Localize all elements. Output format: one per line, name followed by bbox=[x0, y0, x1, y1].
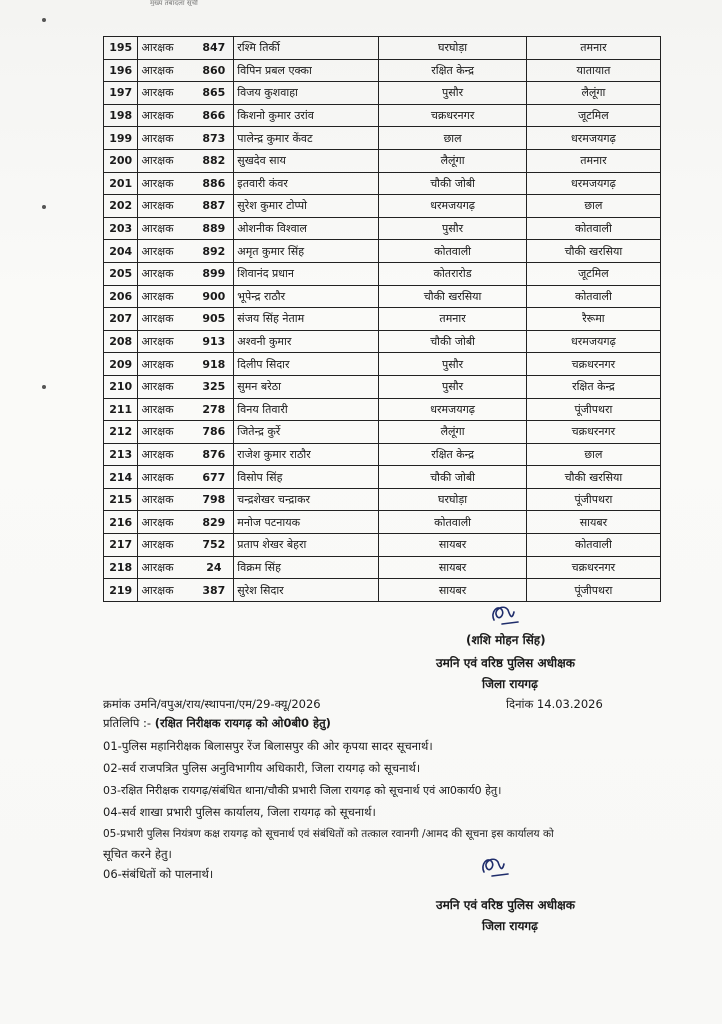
table-row bbox=[104, 421, 661, 444]
copy-to-label: प्रतिलिपि :- bbox=[103, 716, 152, 730]
to-posting-cell: तमनार bbox=[526, 149, 660, 172]
signatory-designation: उमनि एवं वरिष्ठ पुलिस अधीक्षक bbox=[436, 656, 575, 670]
to-posting-cell: जूटमिल bbox=[526, 104, 660, 127]
name-cell: ओशनीक विश्वाल bbox=[234, 217, 379, 240]
to-posting-cell: धरमजयगढ़ bbox=[526, 127, 660, 150]
to-posting-cell: चौकी खरसिया bbox=[526, 240, 660, 263]
serial-number-cell: 207 bbox=[104, 308, 138, 331]
copy-item-continuation: सूचित करने हेतु। bbox=[103, 847, 172, 861]
serial-number-cell: 214 bbox=[104, 466, 138, 489]
badge-number-cell: 918 bbox=[194, 353, 233, 376]
table-row bbox=[104, 217, 661, 240]
table-row bbox=[104, 353, 661, 376]
serial-number-cell: 211 bbox=[104, 398, 138, 421]
from-posting-cell: चौकी जोबी bbox=[379, 330, 527, 353]
badge-number-cell: 876 bbox=[194, 443, 233, 466]
badge-number-cell: 325 bbox=[194, 375, 233, 398]
top-strip-text: मुख्य तबादला सूची bbox=[150, 0, 198, 6]
table-row bbox=[104, 556, 661, 579]
copy-item: 06-संबंधितों को पालनार्थ। bbox=[103, 867, 214, 881]
rank-cell: आरक्षक bbox=[138, 466, 194, 489]
badge-number-cell: 887 bbox=[194, 195, 233, 218]
rank-cell: आरक्षक bbox=[138, 353, 194, 376]
table-row bbox=[104, 172, 661, 195]
serial-number-cell: 216 bbox=[104, 511, 138, 534]
to-posting-cell: पूंजीपथरा bbox=[526, 398, 660, 421]
badge-number-cell: 873 bbox=[194, 127, 233, 150]
badge-number-cell: 899 bbox=[194, 262, 233, 285]
rank-cell: आरक्षक bbox=[138, 534, 194, 557]
table-row bbox=[104, 398, 661, 421]
table-row bbox=[104, 375, 661, 398]
from-posting-cell: पुसौर bbox=[379, 353, 527, 376]
rank-cell: आरक्षक bbox=[138, 285, 194, 308]
badge-number-cell: 892 bbox=[194, 240, 233, 263]
badge-number-cell: 677 bbox=[194, 466, 233, 489]
rank-cell: आरक्षक bbox=[138, 104, 194, 127]
name-cell: दिलीप सिदार bbox=[234, 353, 379, 376]
rank-cell: आरक्षक bbox=[138, 149, 194, 172]
badge-number-cell: 860 bbox=[194, 59, 233, 82]
rank-cell: आरक्षक bbox=[138, 172, 194, 195]
table-row bbox=[104, 330, 661, 353]
from-posting-cell: चौकी जोबी bbox=[379, 172, 527, 195]
rank-cell: आरक्षक bbox=[138, 37, 194, 60]
copy-to-note: (रक्षित निरीक्षक रायगढ़ को ओ0बी0 हेतु) bbox=[154, 716, 331, 730]
name-cell: विसोप सिंह bbox=[234, 466, 379, 489]
table-row bbox=[104, 240, 661, 263]
badge-number-cell: 798 bbox=[194, 488, 233, 511]
serial-number-cell: 208 bbox=[104, 330, 138, 353]
footer-designation: उमनि एवं वरिष्ठ पुलिस अधीक्षक bbox=[436, 898, 575, 912]
rank-cell: आरक्षक bbox=[138, 375, 194, 398]
badge-number-cell: 889 bbox=[194, 217, 233, 240]
name-cell: सुरेश सिदार bbox=[234, 579, 379, 602]
name-cell: भूपेन्द्र राठौर bbox=[234, 285, 379, 308]
binder-hole bbox=[42, 385, 46, 389]
name-cell: सुखदेव साय bbox=[234, 149, 379, 172]
name-cell: अमृत कुमार सिंह bbox=[234, 240, 379, 263]
reference-date: दिनांक 14.03.2026 bbox=[506, 697, 603, 711]
name-cell: इतवारी कंवर bbox=[234, 172, 379, 195]
rank-cell: आरक्षक bbox=[138, 217, 194, 240]
serial-number-cell: 198 bbox=[104, 104, 138, 127]
name-cell: सुरेश कुमार टोप्पो bbox=[234, 195, 379, 218]
table-row bbox=[104, 534, 661, 557]
serial-number-cell: 219 bbox=[104, 579, 138, 602]
table-row bbox=[104, 285, 661, 308]
table-row bbox=[104, 127, 661, 150]
signatory-district: जिला रायगढ़ bbox=[482, 677, 538, 691]
signature-mark bbox=[478, 852, 512, 880]
to-posting-cell: चक्रधरनगर bbox=[526, 353, 660, 376]
name-cell: राजेश कुमार राठौर bbox=[234, 443, 379, 466]
from-posting-cell: कोतवाली bbox=[379, 511, 527, 534]
table-row bbox=[104, 579, 661, 602]
from-posting-cell: छाल bbox=[379, 127, 527, 150]
badge-number-cell: 24 bbox=[194, 556, 233, 579]
from-posting-cell: लैलूंगा bbox=[379, 149, 527, 172]
signature-mark bbox=[488, 600, 522, 628]
rank-cell: आरक्षक bbox=[138, 308, 194, 331]
copy-item: 03-रक्षित निरीक्षक रायगढ़/संबंधित थाना/चौकी प्रभारी जिला रायगढ़ को सूचनार्थ एवं आ0कार्य0 हेतु। bbox=[103, 784, 502, 797]
serial-number-cell: 203 bbox=[104, 217, 138, 240]
serial-number-cell: 196 bbox=[104, 59, 138, 82]
rank-cell: आरक्षक bbox=[138, 398, 194, 421]
from-posting-cell: पुसौर bbox=[379, 375, 527, 398]
rank-cell: आरक्षक bbox=[138, 421, 194, 444]
from-posting-cell: सायबर bbox=[379, 579, 527, 602]
to-posting-cell: जूटमिल bbox=[526, 262, 660, 285]
copy-to-heading bbox=[103, 716, 331, 731]
serial-number-cell: 201 bbox=[104, 172, 138, 195]
badge-number-cell: 882 bbox=[194, 149, 233, 172]
to-posting-cell: कोतवाली bbox=[526, 534, 660, 557]
to-posting-cell: तमनार bbox=[526, 37, 660, 60]
rank-cell: आरक्षक bbox=[138, 443, 194, 466]
from-posting-cell: धरमजयगढ़ bbox=[379, 398, 527, 421]
table-row bbox=[104, 262, 661, 285]
badge-number-cell: 900 bbox=[194, 285, 233, 308]
rank-cell: आरक्षक bbox=[138, 82, 194, 105]
serial-number-cell: 218 bbox=[104, 556, 138, 579]
serial-number-cell: 206 bbox=[104, 285, 138, 308]
copy-item: 01-पुलिस महानिरीक्षक बिलासपुर रेंज बिलासपुर की ओर कृपया सादर सूचनार्थ। bbox=[103, 739, 433, 753]
to-posting-cell: धरमजयगढ़ bbox=[526, 330, 660, 353]
name-cell: संजय सिंह नेताम bbox=[234, 308, 379, 331]
to-posting-cell: चक्रधरनगर bbox=[526, 421, 660, 444]
to-posting-cell: लैलूंगा bbox=[526, 82, 660, 105]
from-posting-cell: घरघोड़ा bbox=[379, 488, 527, 511]
from-posting-cell: सायबर bbox=[379, 534, 527, 557]
copy-item: 04-सर्व शाखा प्रभारी पुलिस कार्यालय, जिला रायगढ़ को सूचनार्थ। bbox=[103, 805, 376, 819]
name-cell: किशनो कुमार उरांव bbox=[234, 104, 379, 127]
to-posting-cell: पूंजीपथरा bbox=[526, 579, 660, 602]
from-posting-cell: कोतरारोड bbox=[379, 262, 527, 285]
badge-number-cell: 913 bbox=[194, 330, 233, 353]
to-posting-cell: यातायात bbox=[526, 59, 660, 82]
from-posting-cell: सायबर bbox=[379, 556, 527, 579]
from-posting-cell: चक्रधरनगर bbox=[379, 104, 527, 127]
from-posting-cell: कोतवाली bbox=[379, 240, 527, 263]
name-cell: पालेन्द्र कुमार केंवट bbox=[234, 127, 379, 150]
serial-number-cell: 195 bbox=[104, 37, 138, 60]
name-cell: रश्मि तिर्की bbox=[234, 37, 379, 60]
badge-number-cell: 866 bbox=[194, 104, 233, 127]
serial-number-cell: 199 bbox=[104, 127, 138, 150]
from-posting-cell: लैलूंगा bbox=[379, 421, 527, 444]
badge-number-cell: 847 bbox=[194, 37, 233, 60]
rank-cell: आरक्षक bbox=[138, 556, 194, 579]
rank-cell: आरक्षक bbox=[138, 330, 194, 353]
signatory-name: (शशि मोहन सिंह) bbox=[466, 633, 546, 647]
table-row bbox=[104, 59, 661, 82]
table-row bbox=[104, 37, 661, 60]
badge-number-cell: 886 bbox=[194, 172, 233, 195]
table-row bbox=[104, 308, 661, 331]
name-cell: विनय तिवारी bbox=[234, 398, 379, 421]
badge-number-cell: 278 bbox=[194, 398, 233, 421]
name-cell: चन्द्रशेखर चन्द्राकर bbox=[234, 488, 379, 511]
serial-number-cell: 202 bbox=[104, 195, 138, 218]
rank-cell: आरक्षक bbox=[138, 59, 194, 82]
serial-number-cell: 217 bbox=[104, 534, 138, 557]
serial-number-cell: 204 bbox=[104, 240, 138, 263]
from-posting-cell: चौकी खरसिया bbox=[379, 285, 527, 308]
name-cell: जितेन्द्र कुर्रे bbox=[234, 421, 379, 444]
name-cell: अश्वनी कुमार bbox=[234, 330, 379, 353]
to-posting-cell: छाल bbox=[526, 195, 660, 218]
name-cell: विक्रम सिंह bbox=[234, 556, 379, 579]
table-row bbox=[104, 511, 661, 534]
table-row bbox=[104, 488, 661, 511]
name-cell: प्रताप शेखर बेहरा bbox=[234, 534, 379, 557]
from-posting-cell: पुसौर bbox=[379, 217, 527, 240]
rank-cell: आरक्षक bbox=[138, 195, 194, 218]
to-posting-cell: रैरूमा bbox=[526, 308, 660, 331]
serial-number-cell: 210 bbox=[104, 375, 138, 398]
to-posting-cell: कोतवाली bbox=[526, 217, 660, 240]
badge-number-cell: 786 bbox=[194, 421, 233, 444]
from-posting-cell: पुसौर bbox=[379, 82, 527, 105]
name-cell: विपिन प्रबल एक्का bbox=[234, 59, 379, 82]
table-row bbox=[104, 466, 661, 489]
serial-number-cell: 212 bbox=[104, 421, 138, 444]
badge-number-cell: 387 bbox=[194, 579, 233, 602]
badge-number-cell: 905 bbox=[194, 308, 233, 331]
to-posting-cell: कोतवाली bbox=[526, 285, 660, 308]
serial-number-cell: 200 bbox=[104, 149, 138, 172]
rank-cell: आरक्षक bbox=[138, 511, 194, 534]
table-row bbox=[104, 195, 661, 218]
binder-hole bbox=[42, 205, 46, 209]
rank-cell: आरक्षक bbox=[138, 262, 194, 285]
serial-number-cell: 215 bbox=[104, 488, 138, 511]
to-posting-cell: रक्षित केन्द्र bbox=[526, 375, 660, 398]
reference-number: क्रमांक उमनि/वपुअ/राय/स्थापना/एम/29-क्यू/2026 bbox=[103, 697, 321, 711]
copy-item: 05-प्रभारी पुलिस नियंत्रण कक्ष रायगढ़ को सूचनार्थ एवं संबंधितों को तत्काल रवानगी /आमद की सूचना इस कार्यालय को bbox=[103, 828, 554, 840]
transfer-table bbox=[103, 36, 661, 602]
to-posting-cell: छाल bbox=[526, 443, 660, 466]
name-cell: शिवानंद प्रधान bbox=[234, 262, 379, 285]
table-row bbox=[104, 443, 661, 466]
serial-number-cell: 209 bbox=[104, 353, 138, 376]
from-posting-cell: धरमजयगढ़ bbox=[379, 195, 527, 218]
from-posting-cell: घरघोड़ा bbox=[379, 37, 527, 60]
copy-item: 02-सर्व राजपत्रित पुलिस अनुविभागीय अधिकारी, जिला रायगढ़ को सूचनार्थ। bbox=[103, 761, 421, 775]
binder-hole bbox=[42, 18, 46, 22]
to-posting-cell: धरमजयगढ़ bbox=[526, 172, 660, 195]
badge-number-cell: 865 bbox=[194, 82, 233, 105]
from-posting-cell: रक्षित केन्द्र bbox=[379, 443, 527, 466]
to-posting-cell: सायबर bbox=[526, 511, 660, 534]
from-posting-cell: चौकी जोबी bbox=[379, 466, 527, 489]
from-posting-cell: तमनार bbox=[379, 308, 527, 331]
rank-cell: आरक्षक bbox=[138, 579, 194, 602]
name-cell: मनोज पटनायक bbox=[234, 511, 379, 534]
badge-number-cell: 829 bbox=[194, 511, 233, 534]
footer-district: जिला रायगढ़ bbox=[482, 919, 538, 933]
rank-cell: आरक्षक bbox=[138, 488, 194, 511]
badge-number-cell: 752 bbox=[194, 534, 233, 557]
name-cell: सुमन बरेठा bbox=[234, 375, 379, 398]
table-row bbox=[104, 104, 661, 127]
serial-number-cell: 205 bbox=[104, 262, 138, 285]
rank-cell: आरक्षक bbox=[138, 127, 194, 150]
table-row bbox=[104, 149, 661, 172]
name-cell: विजय कुशवाहा bbox=[234, 82, 379, 105]
from-posting-cell: रक्षित केन्द्र bbox=[379, 59, 527, 82]
table-row bbox=[104, 82, 661, 105]
serial-number-cell: 197 bbox=[104, 82, 138, 105]
to-posting-cell: चौकी खरसिया bbox=[526, 466, 660, 489]
rank-cell: आरक्षक bbox=[138, 240, 194, 263]
serial-number-cell: 213 bbox=[104, 443, 138, 466]
to-posting-cell: चक्रधरनगर bbox=[526, 556, 660, 579]
to-posting-cell: पूंजीपथरा bbox=[526, 488, 660, 511]
